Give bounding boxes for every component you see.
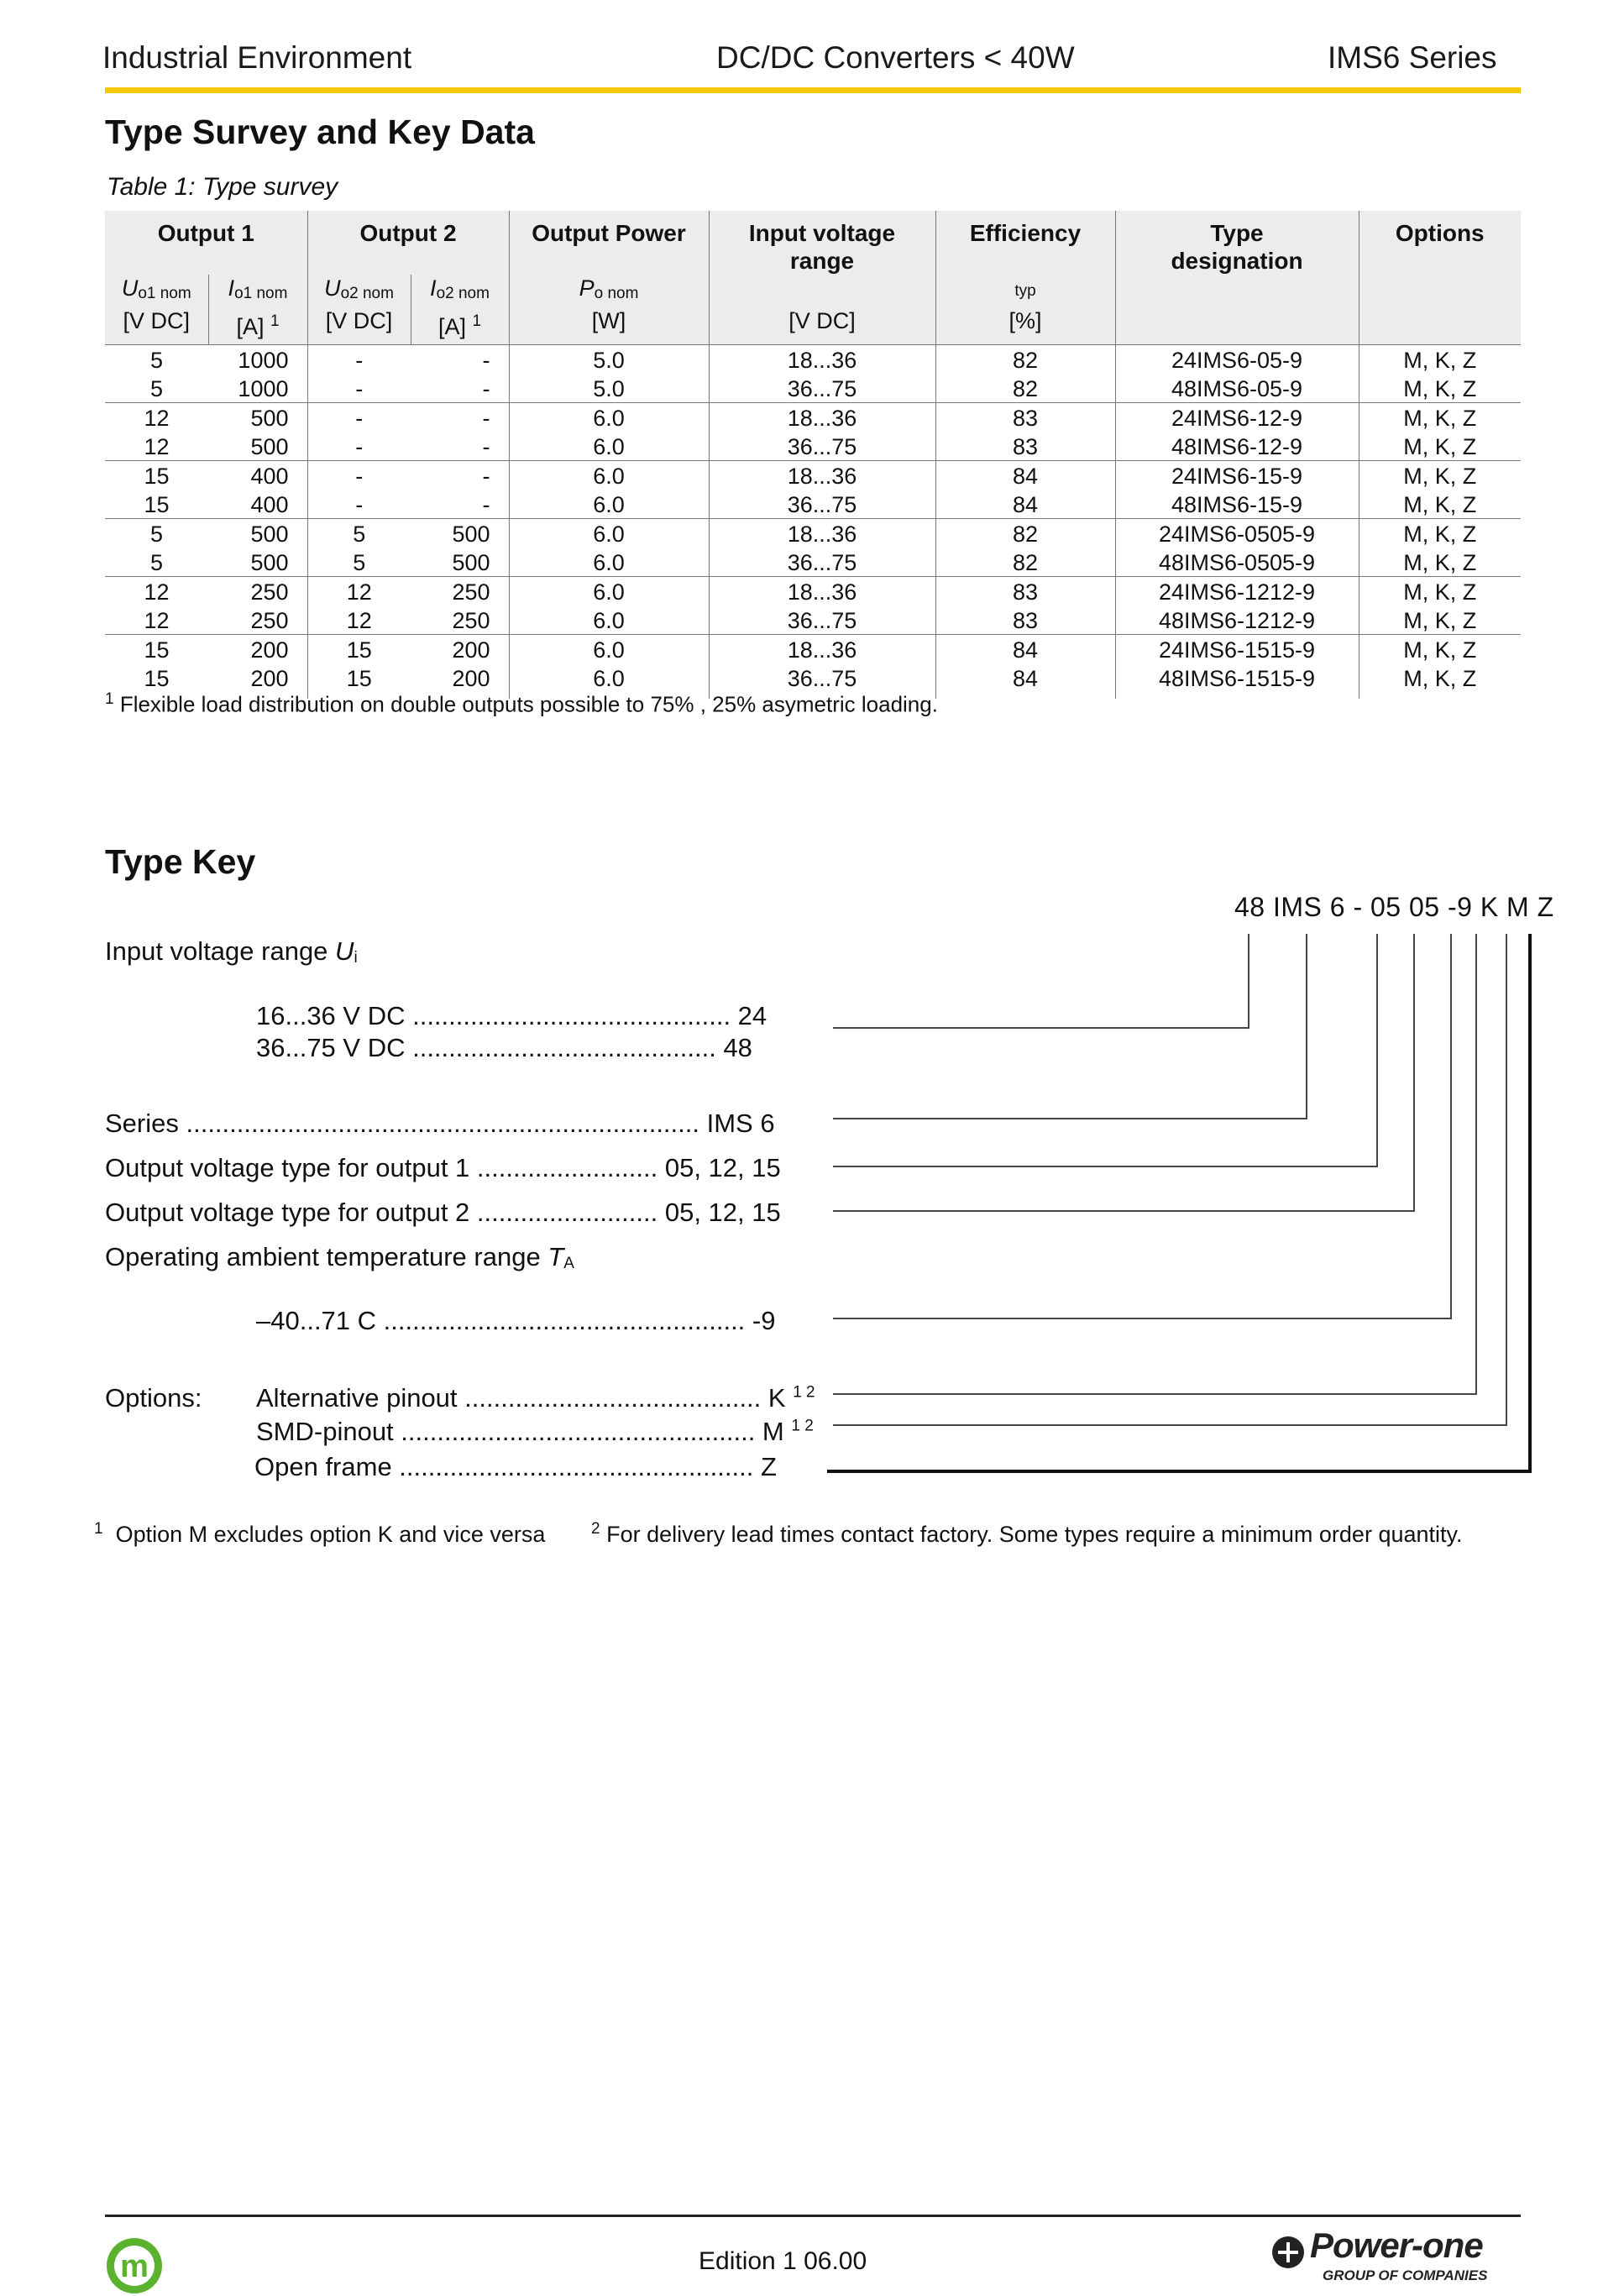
cell-i02: 500 <box>452 550 490 575</box>
cell-po: 6.0 <box>509 549 709 577</box>
cell-u02: - <box>307 375 411 403</box>
cell-options: M, K, Z <box>1359 461 1521 492</box>
cell-u01: 15 <box>144 492 170 517</box>
option-k: Alternative pinout ......................................... K $^{1 2}$ <box>256 1383 815 1413</box>
cell-u01: 5 <box>105 519 208 550</box>
edition-label: Edition 1 06.00 <box>699 2247 867 2275</box>
options-label: Options: <box>105 1383 202 1413</box>
brand-subtitle: GROUP OF COMPANIES <box>1323 2267 1488 2283</box>
cell-vin: 18...36 <box>709 635 935 666</box>
cell-i02: - <box>482 492 490 517</box>
cell-u01: 5 <box>149 376 164 401</box>
cell-i01: 500 <box>208 519 307 550</box>
cell-eff: 82 <box>935 375 1115 403</box>
connector-output2 <box>833 934 1414 1211</box>
cell-options: M, K, Z <box>1359 549 1521 577</box>
cell-po: 6.0 <box>509 577 709 608</box>
output1-line: Output voltage type for output 1 ......................... 05, 12, 15 <box>105 1153 781 1182</box>
cell-i02: 500 <box>411 519 509 550</box>
cell-po: 6.0 <box>509 519 709 550</box>
th-options: Options <box>1359 211 1521 275</box>
temperature-line: –40...71 C .................................................. -9 <box>256 1306 776 1335</box>
brand-name: Power-one <box>1310 2225 1483 2265</box>
input-range-48: 36...75 V DC .......................................... 48 <box>256 1033 752 1062</box>
svg-text:m: m <box>120 2249 149 2284</box>
th-efficiency: Efficiency <box>935 211 1115 275</box>
cell-u01: 5 <box>105 345 208 376</box>
cell-u01: 12 <box>144 434 170 459</box>
cell-po: 6.0 <box>509 461 709 492</box>
cell-i01: 250 <box>250 608 289 633</box>
footer-rule <box>105 2215 1521 2217</box>
connector-option-m <box>833 934 1506 1425</box>
cell-i02: - <box>411 403 509 434</box>
cell-eff: 84 <box>935 635 1115 666</box>
series-line: Series ....................................................................... IMS 6 <box>105 1109 775 1138</box>
cell-options: M, K, Z <box>1359 519 1521 550</box>
cell-po: 5.0 <box>509 375 709 403</box>
cell-type: 48IMS6-1515-9 <box>1115 665 1359 699</box>
th-type: Type designation <box>1115 211 1359 275</box>
th-i01: $I_{o1 nom}$ <box>208 275 307 307</box>
cell-eff: 83 <box>935 403 1115 434</box>
header-left: Industrial Environment <box>102 40 412 75</box>
cell-vin: 36...75 <box>709 433 935 461</box>
cell-vin: 18...36 <box>709 577 935 608</box>
cell-type: 48IMS6-1212-9 <box>1115 607 1359 635</box>
cell-i01: 1000 <box>238 376 289 401</box>
cell-vin: 36...75 <box>709 607 935 635</box>
connector-input <box>833 934 1249 1028</box>
cell-eff: 84 <box>935 665 1115 699</box>
cell-i02: - <box>411 461 509 492</box>
cell-options: M, K, Z <box>1359 577 1521 608</box>
cell-type: 24IMS6-1212-9 <box>1115 577 1359 608</box>
cell-po: 6.0 <box>509 403 709 434</box>
th-u02: $U_{o2 nom}$ <box>307 275 411 307</box>
section-title-type-key: Type Key <box>105 842 256 881</box>
cell-u01: 12 <box>144 608 170 633</box>
th-u01: $U_{o1 nom}$ <box>105 275 208 307</box>
power-one-logo-icon <box>1270 2234 1307 2271</box>
th-output2: Output 2 <box>307 211 509 275</box>
cell-vin: 36...75 <box>709 665 935 699</box>
th-output-power: Output Power <box>509 211 709 275</box>
th-input-voltage: Input voltage range <box>709 211 935 275</box>
cell-u02: - <box>307 461 411 492</box>
cell-type: 48IMS6-12-9 <box>1115 433 1359 461</box>
cell-vin: 18...36 <box>709 519 935 550</box>
cell-i01: 500 <box>250 434 289 459</box>
option-m: SMD-pinout ................................................. M $^{1 2}$ <box>256 1417 814 1446</box>
input-range-24: 16...36 V DC ............................................ 24 <box>256 1001 767 1030</box>
cell-eff: 84 <box>935 461 1115 492</box>
input-voltage-label: Input voltage range $U_i$ <box>105 936 358 967</box>
cell-options: M, K, Z <box>1359 345 1521 376</box>
cell-vin: 18...36 <box>709 461 935 492</box>
cell-u02: 5 <box>307 549 411 577</box>
cell-i01: 400 <box>250 492 289 517</box>
cell-i02: 200 <box>452 666 490 691</box>
connector-option-z <box>827 934 1530 1471</box>
cell-u02: 15 <box>307 635 411 666</box>
cell-i02: 250 <box>411 577 509 608</box>
cell-u01: 5 <box>149 550 164 575</box>
th-unit-i02: [A] $^1$ <box>411 307 509 345</box>
th-po: $P_{o nom}$ <box>509 275 709 307</box>
section-title-type-survey: Type Survey and Key Data <box>105 113 535 151</box>
cell-po: 6.0 <box>509 491 709 519</box>
output2-line: Output voltage type for output 2 ......................... 05, 12, 15 <box>105 1198 781 1227</box>
cell-u02: 15 <box>307 665 411 699</box>
cell-vin: 36...75 <box>709 549 935 577</box>
header-center: DC/DC Converters < 40W <box>716 40 1075 75</box>
th-unit-vin: [V DC] <box>709 307 935 345</box>
cell-po: 6.0 <box>509 607 709 635</box>
cell-u02: 5 <box>307 519 411 550</box>
cell-i02: 200 <box>411 635 509 666</box>
cell-po: 5.0 <box>509 345 709 376</box>
cell-type: 48IMS6-05-9 <box>1115 375 1359 403</box>
cell-eff: 82 <box>935 519 1115 550</box>
cell-i01: 400 <box>208 461 307 492</box>
cell-eff: 83 <box>935 577 1115 608</box>
cell-u01: 12 <box>105 403 208 434</box>
header-right: IMS6 Series <box>1328 40 1497 75</box>
cell-u01: 12 <box>105 577 208 608</box>
cell-type: 24IMS6-15-9 <box>1115 461 1359 492</box>
cell-eff: 82 <box>935 345 1115 376</box>
connector-option-k <box>833 934 1476 1394</box>
cell-vin: 36...75 <box>709 491 935 519</box>
cell-u02: - <box>307 403 411 434</box>
cell-i01: 1000 <box>208 345 307 376</box>
cell-options: M, K, Z <box>1359 433 1521 461</box>
table-caption: Table 1: Type survey <box>107 173 338 201</box>
cell-type: 24IMS6-05-9 <box>1115 345 1359 376</box>
connector-temperature <box>833 934 1451 1318</box>
cell-type: 24IMS6-12-9 <box>1115 403 1359 434</box>
cell-u02: 12 <box>307 607 411 635</box>
th-i02: $I_{o2 nom}$ <box>411 275 509 307</box>
cell-eff: 82 <box>935 549 1115 577</box>
cell-u01: 15 <box>105 461 208 492</box>
cell-i01: 500 <box>208 403 307 434</box>
cell-options: M, K, Z <box>1359 665 1521 699</box>
cell-type: 48IMS6-0505-9 <box>1115 549 1359 577</box>
cell-eff: 83 <box>935 607 1115 635</box>
cell-i01: 200 <box>250 666 289 691</box>
cell-options: M, K, Z <box>1359 375 1521 403</box>
type-code: 48 IMS 6 - 05 05 -9 K M Z <box>1234 892 1554 922</box>
cell-i01: 200 <box>208 635 307 666</box>
cell-options: M, K, Z <box>1359 607 1521 635</box>
cell-i01: 250 <box>208 577 307 608</box>
cell-vin: 36...75 <box>709 375 935 403</box>
cell-eff: 83 <box>935 433 1115 461</box>
th-unit-eff: [%] <box>935 307 1115 345</box>
th-output1: Output 1 <box>105 211 307 275</box>
th-unit-u02: [V DC] <box>307 307 411 345</box>
cell-i01: 500 <box>250 550 289 575</box>
footnote-2: $^2$ For delivery lead times contact factory. Some types require a minimum order quantity. <box>591 1520 1463 1547</box>
th-unit-u01: [V DC] <box>105 307 208 345</box>
cell-po: 6.0 <box>509 665 709 699</box>
cell-i02: 250 <box>452 608 490 633</box>
table-footnote: $^1$ Flexible load distribution on double outputs possible to 75% , 25% asymetric loading. <box>105 690 938 717</box>
th-eff-typ: typ <box>935 275 1115 307</box>
connector-output1 <box>833 934 1377 1166</box>
cell-u02: - <box>307 433 411 461</box>
cell-eff: 84 <box>935 491 1115 519</box>
cell-type: 48IMS6-15-9 <box>1115 491 1359 519</box>
cell-u02: 12 <box>307 577 411 608</box>
cell-vin: 18...36 <box>709 403 935 434</box>
cell-options: M, K, Z <box>1359 403 1521 434</box>
cell-type: 24IMS6-0505-9 <box>1115 519 1359 550</box>
cell-options: M, K, Z <box>1359 491 1521 519</box>
option-z: Open frame ................................................. Z <box>254 1452 777 1481</box>
cell-options: M, K, Z <box>1359 635 1521 666</box>
th-unit-po: [W] <box>509 307 709 345</box>
cell-i02: - <box>482 434 490 459</box>
cell-po: 6.0 <box>509 433 709 461</box>
cell-u01: 15 <box>144 666 170 691</box>
cell-u02: - <box>307 345 411 376</box>
th-unit-i01: [A] $^1$ <box>208 307 307 345</box>
cell-u02: - <box>307 491 411 519</box>
cell-type: 24IMS6-1515-9 <box>1115 635 1359 666</box>
cell-u01: 15 <box>105 635 208 666</box>
cell-vin: 18...36 <box>709 345 935 376</box>
melcher-logo-icon <box>104 2236 165 2296</box>
cell-i02: - <box>482 376 490 401</box>
cell-i02: - <box>411 345 509 376</box>
cell-po: 6.0 <box>509 635 709 666</box>
footnote-1: $^1$ Option M excludes option K and vice versa <box>94 1520 546 1547</box>
connector-series <box>833 934 1307 1119</box>
temperature-label: Operating ambient temperature range $T_A$ <box>105 1242 574 1272</box>
